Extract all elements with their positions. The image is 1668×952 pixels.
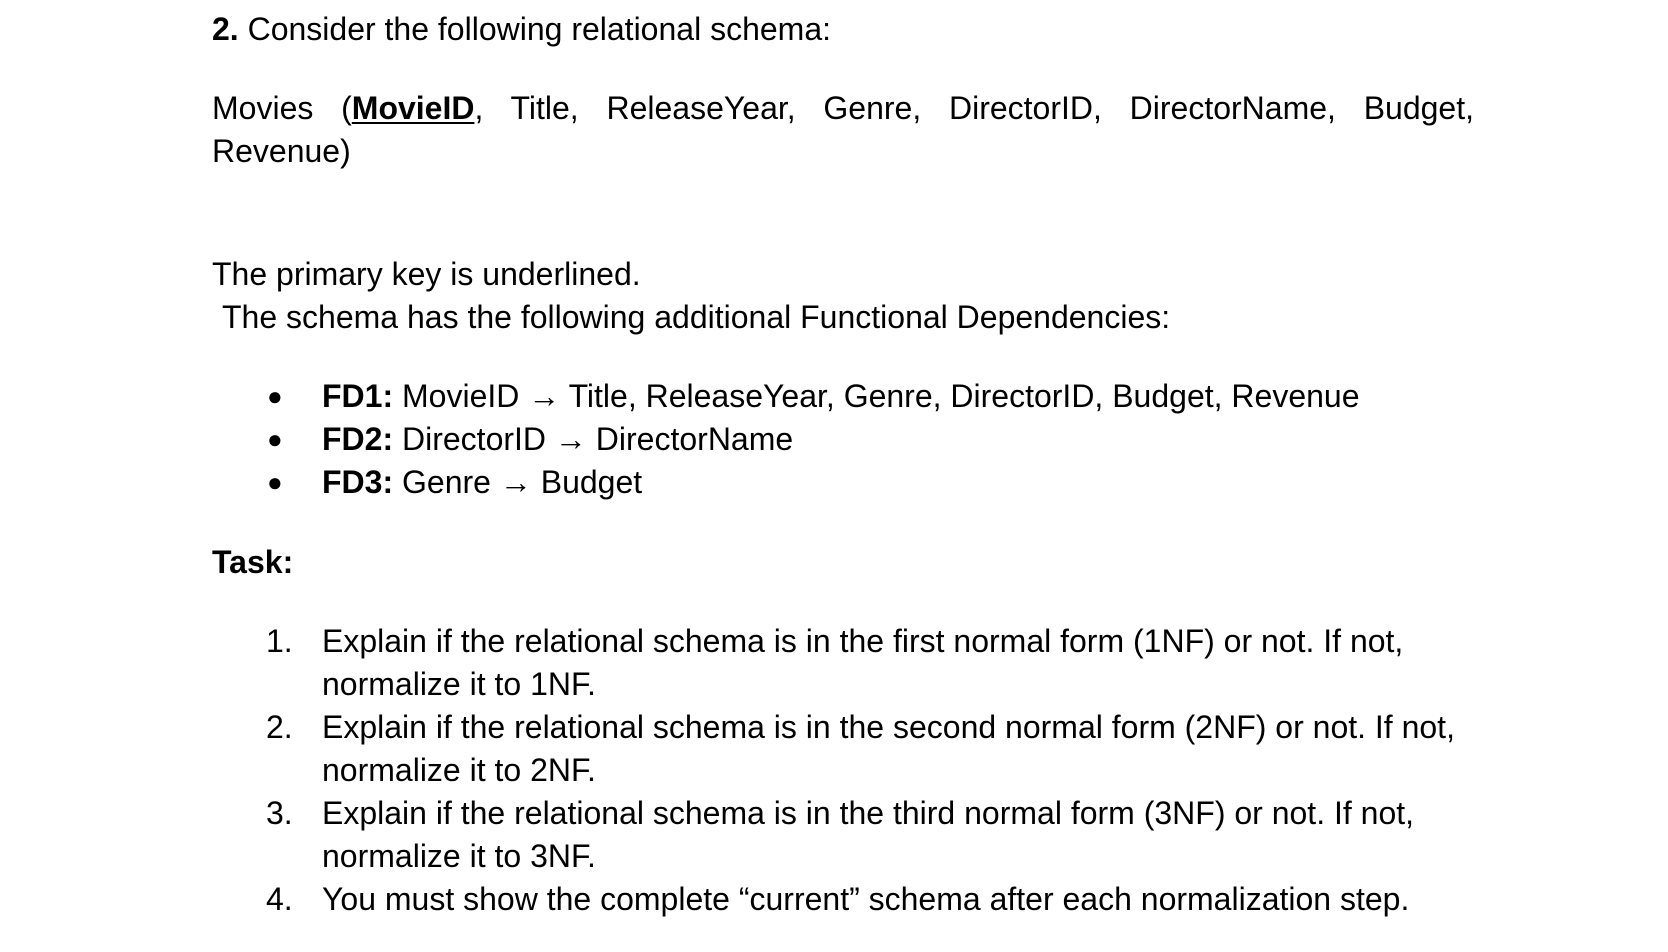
fd-label: FD3: <box>322 464 394 500</box>
task-number: 2. <box>266 709 293 745</box>
bullet-icon: ● <box>267 467 283 497</box>
fd-label: FD2: <box>322 421 394 457</box>
relational-schema <box>212 87 1474 173</box>
task-number: 1. <box>266 623 293 659</box>
task-item <box>212 620 1474 706</box>
task-list <box>212 620 1474 921</box>
fd-text: Genre → Budget <box>393 464 643 500</box>
fd-label: FD1: <box>322 378 394 414</box>
question-number: 2. <box>212 11 239 47</box>
document-body <box>212 8 1474 921</box>
functional-dependency-list <box>212 375 1474 504</box>
fd-intro: The schema has the following additional Functional Dependencies: <box>222 299 1171 335</box>
task-item <box>212 706 1474 792</box>
question-prompt: Consider the following relational schema: <box>247 11 831 47</box>
fd-text: DirectorID → DirectorName <box>393 421 794 457</box>
task-number: 3. <box>266 795 293 831</box>
task-text: You must show the complete “current” schema after each normalization step. <box>322 881 1410 917</box>
schema-relation-name: Movies <box>212 90 314 126</box>
task-text: Explain if the relational schema is in the first normal form (1NF) or not. If not, normalize it to 1NF. <box>322 623 1404 702</box>
task-item <box>212 792 1474 878</box>
schema-primary-key: MovieID <box>351 90 475 126</box>
task-text: Explain if the relational schema is in the third normal form (3NF) or not. If not, normalize it to 3NF. <box>322 795 1415 874</box>
task-number: 4. <box>266 881 293 917</box>
task-item <box>212 878 1474 921</box>
bullet-icon: ● <box>267 424 283 454</box>
fd-item <box>212 461 1474 504</box>
question-heading <box>212 8 1474 51</box>
schema-attributes: , Title, ReleaseYear, Genre, DirectorID, DirectorName, Budget, Revenue) <box>212 90 1475 169</box>
fd-item <box>212 375 1474 418</box>
task-heading: Task: <box>212 544 294 580</box>
fd-text: MovieID → Title, ReleaseYear, Genre, DirectorID, Budget, Revenue <box>393 378 1360 414</box>
schema-open-paren: ( <box>313 90 352 126</box>
primary-key-note: The primary key is underlined. <box>212 256 641 292</box>
fd-item <box>212 418 1474 461</box>
task-text: Explain if the relational schema is in the second normal form (2NF) or not. If not, normalize it to 2NF. <box>322 709 1455 788</box>
bullet-icon: ● <box>267 381 283 411</box>
